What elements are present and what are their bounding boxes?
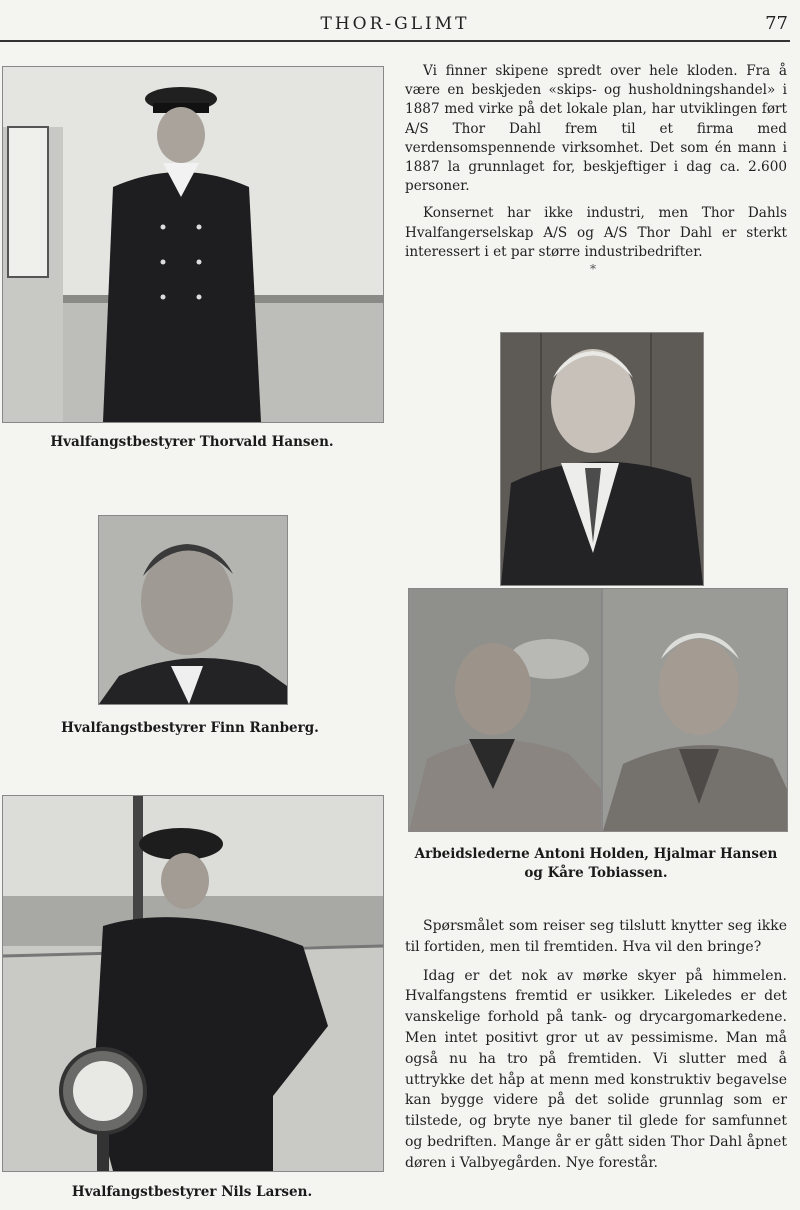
caption-arbeidsledere	[405, 845, 787, 883]
page-number: 77	[765, 13, 788, 34]
running-title: THOR-GLIMT	[320, 14, 470, 34]
caption-nils-larsen: Hvalfangstbestyrer Nils Larsen.	[71, 1184, 313, 1200]
section-separator: *	[590, 262, 596, 276]
paragraph-skipene: Vi finner skipene spredt over hele kloden. Fra å være en beskjeden «skips- og husholdningshandel» i 1887 med virke på det lokale plan, har utviklingen ført A/S Thor Dahl frem til et firma med verdensomspennende virksomhet. Det som én mann i 1887 la grunnlaget for, beskjeftiger i dag ca. 2.600 personer.	[405, 63, 787, 195]
article-text-bottom	[405, 916, 787, 1182]
header-rule	[0, 40, 790, 42]
page-header	[0, 0, 800, 42]
caption-finn-ranberg: Hvalfangstbestyrer Finn Ranberg.	[61, 720, 319, 736]
photo-antoni-holden	[408, 588, 602, 832]
photo-finn-ranberg	[98, 515, 288, 705]
caption-arbeidsledere-line2: og Kåre Tobiassen.	[524, 865, 668, 881]
photo-nils-larsen	[2, 795, 384, 1172]
caption-thorvald-hansen: Hvalfangstbestyrer Thorvald Hansen.	[50, 434, 334, 450]
caption-arbeidsledere-line1: Arbeidslederne Antoni Holden, Hjalmar Hansen	[414, 846, 778, 862]
photo-portrait-elder	[500, 332, 704, 586]
photo-hjalmar-hansen	[602, 588, 788, 832]
article-text-top	[405, 62, 787, 270]
paragraph-idag: Idag er det nok av mørke skyer på himmelen. Hvalfangstens fremtid er usikker. Likeledes er det vanskelige forhold på tank- og drycargomarkedene. Men intet positivt gror ut av pessimisme. Man må også nu ha tro på fremtiden. Vi slutter med å uttrykke det håp at menn med konstruktiv begavelse kan bygge videre på det solide grunnlag som er tilstede, og bryte nye baner til glede for samfunnet og bedriften. Mange år er gått siden Thor Dahl åpnet døren i Valbyegården. Nye forestår.	[405, 967, 787, 1171]
photo-thorvald-hansen	[2, 66, 384, 423]
paragraph-konsernet: Konsernet har ikke industri, men Thor Dahls Hvalfangerselskap A/S og A/S Thor Dahl er sterkt interessert i et par større industribedrifter.	[405, 205, 787, 260]
paragraph-sporsmalet: Spørsmålet som reiser seg tilslutt knytter seg ikke til fortiden, men til fremtiden. Hva vil den bringe?	[405, 918, 787, 955]
